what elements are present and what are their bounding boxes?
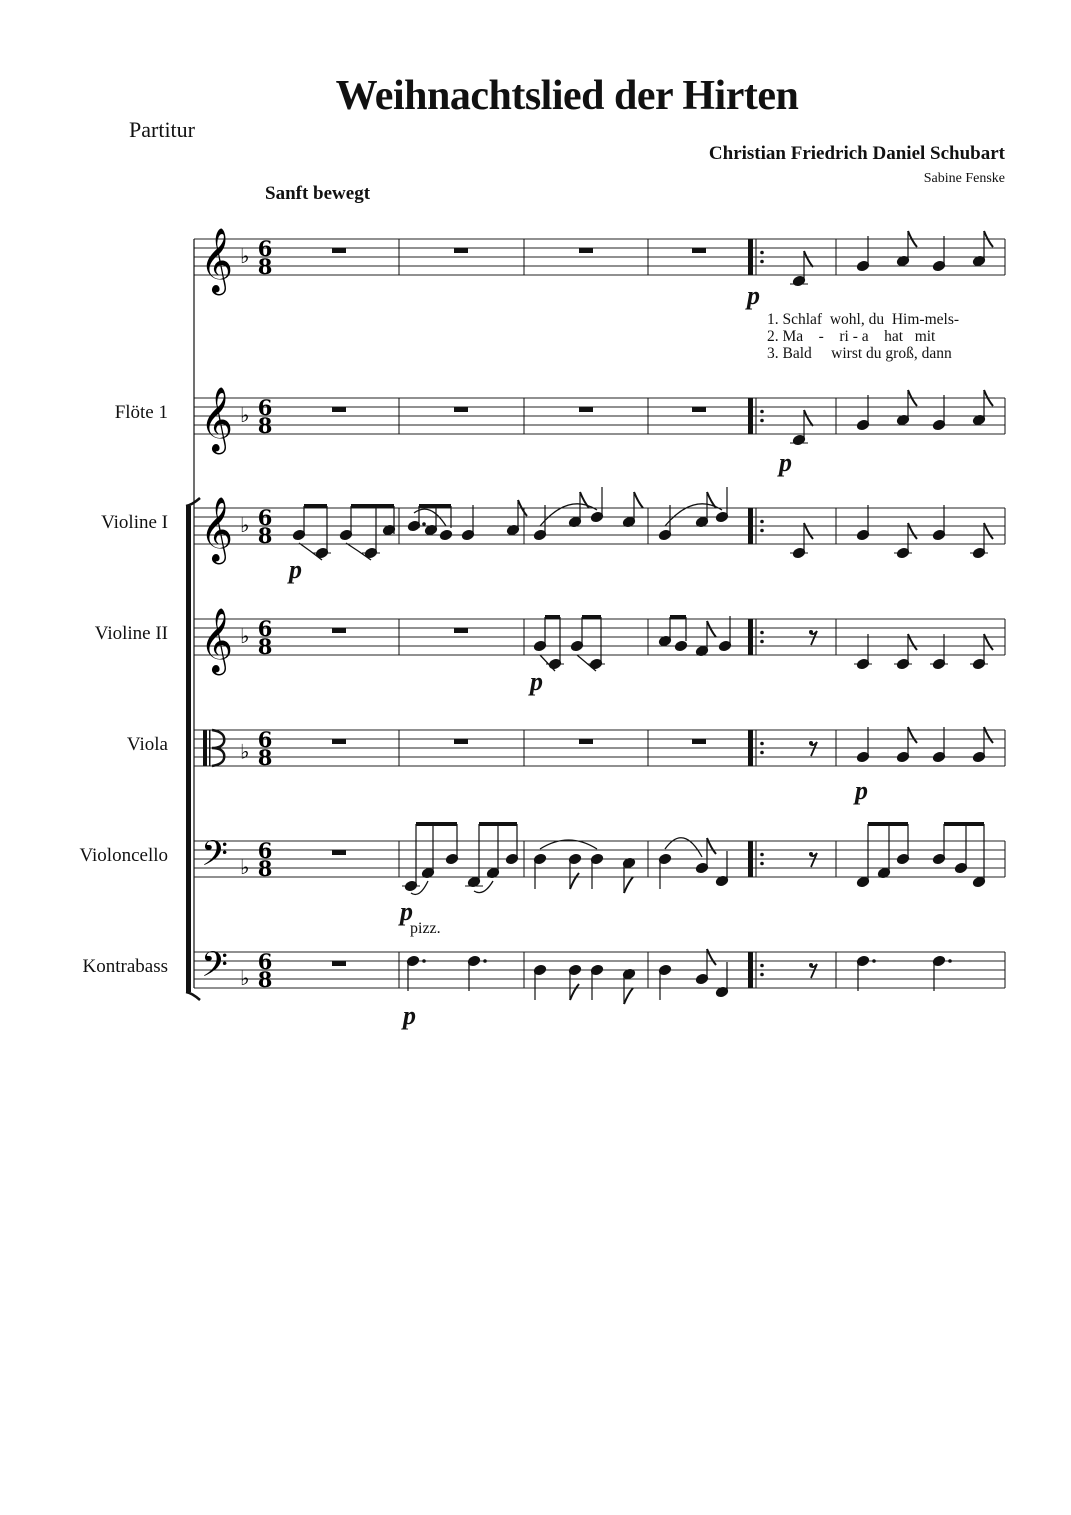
part-name-cello: Violoncello bbox=[79, 845, 168, 866]
flat-sign-icon: ♭ bbox=[240, 966, 250, 990]
part-name-viola: Viola bbox=[126, 734, 168, 755]
double-bar-thick bbox=[748, 619, 753, 655]
time-sig-denominator: 8 bbox=[257, 745, 273, 770]
whole-bar-rest bbox=[332, 739, 346, 744]
augmentation-dot bbox=[948, 959, 952, 963]
flat-sign-icon: ♭ bbox=[240, 739, 250, 764]
note-flag bbox=[570, 873, 579, 889]
whole-bar-rest bbox=[454, 628, 468, 633]
repeat-dot bbox=[760, 410, 764, 414]
string-bracket-hook bbox=[186, 498, 200, 506]
time-sig-numerator: 6 bbox=[257, 505, 273, 530]
time-sig-numerator: 6 bbox=[257, 838, 273, 863]
dynamic-p-voice: p bbox=[747, 281, 760, 310]
note-flag bbox=[624, 988, 633, 1004]
note-head bbox=[674, 640, 687, 652]
flat-sign-icon: ♭ bbox=[240, 513, 250, 537]
repeat-dot bbox=[760, 853, 764, 857]
augmentation-dot bbox=[422, 959, 426, 963]
note-flag bbox=[624, 877, 633, 893]
repeat-dot bbox=[760, 742, 764, 746]
note-flag bbox=[908, 634, 917, 650]
whole-bar-rest bbox=[579, 407, 593, 412]
repeat-dot bbox=[760, 640, 764, 644]
repeat-dot bbox=[760, 529, 764, 533]
double-bar-thick bbox=[748, 398, 753, 434]
time-sig-denominator: 8 bbox=[257, 523, 273, 548]
arranger: Sabine Fenske bbox=[923, 171, 1005, 186]
repeat-dot bbox=[760, 964, 764, 968]
note-flag bbox=[707, 949, 716, 965]
pizz-marking: pizz. bbox=[410, 920, 441, 937]
slur bbox=[665, 504, 722, 526]
time-sig-numerator: 6 bbox=[257, 616, 273, 641]
time-sig-numerator: 6 bbox=[257, 727, 273, 752]
note-flag bbox=[908, 727, 917, 743]
eighth-rest bbox=[809, 630, 813, 634]
flat-sign-icon: ♭ bbox=[240, 624, 250, 648]
augmentation-dot bbox=[872, 959, 876, 963]
note-flag bbox=[984, 727, 993, 743]
whole-bar-rest bbox=[332, 248, 346, 253]
whole-bar-rest bbox=[332, 850, 346, 855]
note-flag bbox=[984, 634, 993, 650]
lyric-verse-3: 3. Bald wirst du groß, dann bbox=[767, 345, 952, 362]
flat-sign-icon: ♭ bbox=[240, 244, 250, 268]
bass-clef-icon: 𝄢 bbox=[201, 944, 229, 993]
time-sig-numerator: 6 bbox=[257, 949, 273, 974]
time-sig-denominator: 8 bbox=[257, 413, 273, 438]
time-sig-denominator: 8 bbox=[257, 856, 273, 881]
score-title: Weihnachtslied der Hirten bbox=[335, 73, 799, 119]
note-flag bbox=[634, 492, 643, 508]
lyric-verse-1: 1. Schlaf wohl, du Him-mels- bbox=[767, 311, 960, 328]
treble-clef-icon: 𝄞 bbox=[200, 228, 234, 293]
string-bracket bbox=[186, 506, 191, 992]
note-flag bbox=[707, 838, 716, 854]
part-name-flute: Flöte 1 bbox=[114, 402, 168, 423]
flat-sign-icon: ♭ bbox=[240, 403, 250, 427]
lyric-verse-2: 2. Ma - ri - a hat mit bbox=[767, 328, 936, 345]
part-name-violin-2: Violine II bbox=[94, 623, 168, 644]
whole-bar-rest bbox=[579, 739, 593, 744]
dynamic-p-violin-2: p bbox=[530, 667, 543, 696]
repeat-dot bbox=[760, 419, 764, 423]
part-name-violin-1: Violine I bbox=[101, 512, 168, 533]
dynamic-p-viola: p bbox=[855, 776, 868, 805]
score-subtitle: Partitur bbox=[129, 117, 195, 142]
whole-bar-rest bbox=[692, 248, 706, 253]
repeat-dot bbox=[760, 751, 764, 755]
time-sig-numerator: 6 bbox=[257, 236, 273, 261]
whole-bar-rest bbox=[332, 407, 346, 412]
note-flag bbox=[707, 621, 716, 637]
string-bracket-hook bbox=[186, 992, 200, 1000]
whole-bar-rest bbox=[692, 407, 706, 412]
repeat-dot bbox=[760, 862, 764, 866]
note-flag bbox=[804, 523, 813, 539]
whole-bar-rest bbox=[332, 961, 346, 966]
eighth-rest bbox=[809, 963, 813, 967]
dynamic-p-cello: p bbox=[400, 897, 413, 926]
treble-clef-icon: 𝄞 bbox=[200, 387, 234, 452]
whole-bar-rest bbox=[332, 628, 346, 633]
treble-clef-icon: 𝄞 bbox=[200, 497, 234, 562]
time-sig-denominator: 8 bbox=[257, 967, 273, 992]
note-flag bbox=[804, 410, 813, 426]
dynamic-p-contrabass: p bbox=[403, 1001, 416, 1030]
composer: Christian Friedrich Daniel Schubart bbox=[708, 143, 1005, 164]
part-name-contrabass: Kontrabass bbox=[82, 956, 168, 977]
eighth-rest bbox=[809, 852, 813, 856]
note-flag bbox=[570, 984, 579, 1000]
time-sig-denominator: 8 bbox=[257, 634, 273, 659]
time-sig-numerator: 6 bbox=[257, 395, 273, 420]
note-head bbox=[439, 529, 452, 541]
double-bar-thick bbox=[748, 952, 753, 988]
double-bar-thick bbox=[748, 841, 753, 877]
dynamic-p-violin-1: p bbox=[289, 555, 302, 584]
repeat-dot bbox=[760, 973, 764, 977]
augmentation-dot bbox=[422, 522, 426, 526]
flat-sign-icon: ♭ bbox=[240, 855, 250, 879]
repeat-dot bbox=[760, 260, 764, 264]
double-bar-thick bbox=[748, 239, 753, 275]
tempo-marking: Sanft bewegt bbox=[265, 183, 371, 204]
repeat-dot bbox=[760, 251, 764, 255]
augmentation-dot bbox=[483, 959, 487, 963]
whole-bar-rest bbox=[454, 407, 468, 412]
whole-bar-rest bbox=[579, 248, 593, 253]
double-bar-thick bbox=[748, 730, 753, 766]
eighth-rest bbox=[809, 741, 813, 745]
note-flag bbox=[908, 523, 917, 539]
repeat-dot bbox=[760, 520, 764, 524]
repeat-dot bbox=[760, 631, 764, 635]
whole-bar-rest bbox=[454, 248, 468, 253]
note-flag bbox=[804, 251, 813, 267]
note-flag bbox=[984, 523, 993, 539]
dynamic-p-flute: p bbox=[779, 448, 792, 477]
alto-clef-icon bbox=[203, 730, 207, 766]
bass-clef-icon: 𝄢 bbox=[201, 833, 229, 882]
whole-bar-rest bbox=[454, 739, 468, 744]
alto-clef-icon bbox=[209, 730, 211, 766]
time-sig-denominator: 8 bbox=[257, 254, 273, 279]
whole-bar-rest bbox=[692, 739, 706, 744]
treble-clef-icon: 𝄞 bbox=[200, 608, 234, 673]
double-bar-thick bbox=[748, 508, 753, 544]
